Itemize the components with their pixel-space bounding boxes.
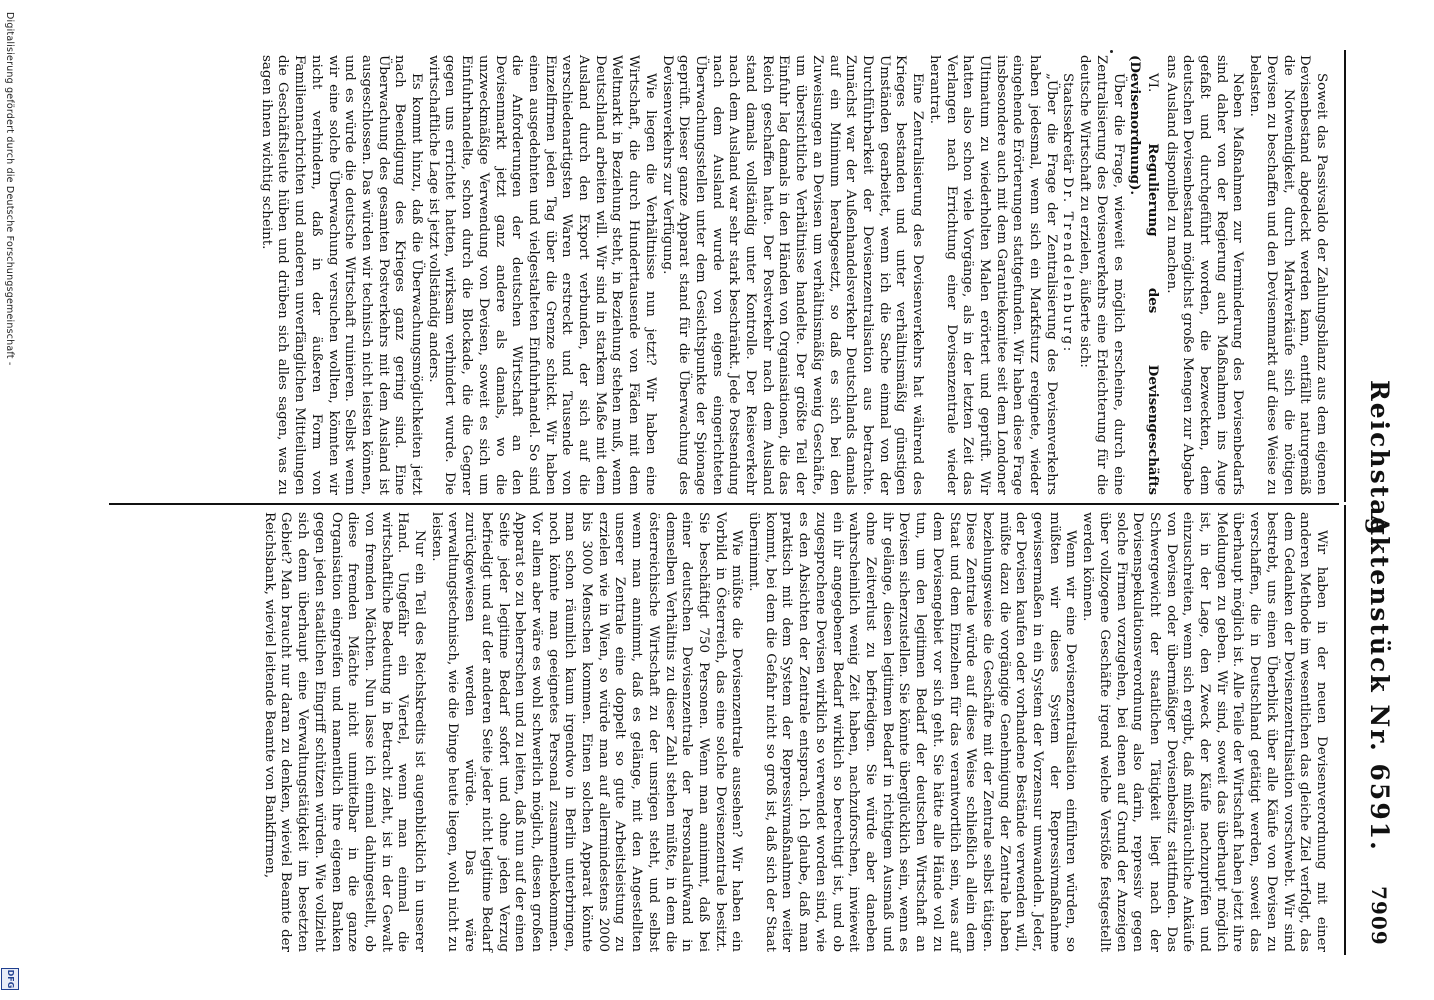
column-divider (109, 503, 1339, 505)
running-title: Reichstag. (1365, 380, 1394, 548)
left-paragraph-2: Neben Maßnahmen zur Verminderung des Devisenbedarfs sind daher von der Regierung auch Maßnahmen ins Auge gefaßt und durchgeführt worden, die bezweckten, dem deutschen Devisenbestand möglichst große Mengen zur Abgabe ans Ausland disponibel zu machen. (1163, 55, 1246, 495)
speaker-name: Dr. Trendelenburg: (1060, 177, 1076, 354)
section-title: Regulierung des Devisengeschäfts (Devisenordnung). (1127, 55, 1161, 495)
right-column (260, 512, 1329, 952)
left-paragraph-6: Eine Zentralisierung des Devisenverkehrs hat während des Krieges bestanden und unter verhältnismäßig günstigen Umständen gearbeitet, wenn ich die Sache einmal von der Durchführbarkeit der Devisenzentralisation aus betrachte. Zunächst war der Außenhandelsverkehr Deutschlands damals auf ein Minimum herabgesetzt, so daß es sich bei den Zuweisungen an Devisen um verhältnismäßig wenig Geschäfte, um übersichtliche Verhältnisse handelte. Der größte Teil der Einfuhr lag damals in den Händen von Organisationen, die das Reich geschaffen hatte. Der Postverkehr nach dem Ausland stand damals vollständig unter Kontrolle. Der Reiseverkehr nach dem Ausland war sehr stark beschränkt. Jede Postsendung nach dem Ausland wurde von eigens eingerichteten Überwachungsstellen unter dem Gesichtspunkte der Spionage geprüft. Dieser ganze Apparat stand für die Überwachung des Devisenverkehrs zur Verfügung. (659, 55, 926, 495)
right-paragraph-4: Nur ein Teil des Reichskredits ist augenblicklich in unserer Hand. Ungefähr ein Viertel, wenn man einmal die wirtschaftliche Bedeutung in Betracht zieht, ist in der Gewalt von fremden Mächten. Nun lasse ich einmal dahingestellt, ob diese fremden Mächte nicht unmittelbar in die ganze Organisation eingreifen und namentlich ihre eigenen Banken gegen jeden staatlichen Eingriff schützen würden. Wie vollzieht sich denn überhaupt eine Verwaltungstätigkeit im besetzten Gebiet? Man braucht nur daran zu denken, wieviel Beamte der Reichsbank, wieviel leitende Beamte von Bankfirmen, (261, 512, 428, 952)
left-paragraph-3: Über die Frage, wieweit es möglich erscheine, durch eine Zentralisierung des Devisenverkehrs eine Erleichterung für die deutsche Wirtschaft zu erzielen, äußerte sich: (1077, 55, 1126, 495)
speaker-role: Staatssekretär (1060, 73, 1076, 173)
header-rule-right (1344, 505, 1346, 955)
section-heading (1126, 55, 1161, 495)
left-paragraph-7: Wie liegen die Verhältnisse nun jetzt? Wir haben eine Wirtschaft, die durch Hunderttausende von Fäden mit dem Weltmarkt in Beziehung steht, in Beziehung stehen muß, wenn Deutschland arbeiten will. Wir sind in starkem Maße mit dem Ausland durch den Export verbunden, der sich auf die verschiedenartigsten Waren erstreckt und Tausende von Einzelfirmen jeden Tag über die Grenze schickt. Wir haben einen ausgedehnten und vielgestalteten Einfuhrhandel. So sind die Anforderungen der deutschen Wirtschaft an den Devisenmarkt jetzt ganz andere als damals, wo die unzweckmäßige Verwendung von Devisen, soweit es sich um Einfuhrhandelte, schon durch die Blockade, die die Gegner gegen uns errichtet hatten, wirksam verhindert wurde. Die wirtschaftliche Lage ist jetzt vollständig anders. (425, 55, 658, 495)
dfg-logo-icon: DFG (1, 968, 19, 990)
speaker-line (1059, 55, 1076, 495)
header-rule-left (1344, 50, 1346, 502)
left-paragraph-8: Es kommt hinzu, daß die Überwachungsmöglichkeiten jetzt nach Beendigung des Krieges ganz gering sind. Eine Überwachung des gesamten Postverkehrs mit dem Ausland ist ausgeschlossen. Das würden wir technisch nicht leisten können, und es würde die deutsche Wirtschaft ruinieren. Selbst wenn wir eine solche Überwachung versuchen wollten, könnten wir nicht verhindern, daß in der äußeren Form von Familiennachrichten und anderen unverfänglichen Mitteilungen die Geschäftsleute hüben und drüben sich alles sagen, was zu sagen ihnen wichtig scheint. (258, 55, 425, 495)
left-paragraph-1: Soweit das Passivsaldo der Zahlungsbilanz aus dem eigenen Devisenbestand abgedeckt werden kann, entfällt naturgemäß die Notwendigkeit, durch Markverkäufe sich die nötigen Devisen zu beschaffen und den Devisenmarkt auf diese Weise zu belasten. (1247, 55, 1329, 495)
right-paragraph-3: Wie müßte die Devisenzentrale aussehen? Wir haben ein Vorbild in Österreich, das eine solche Devisenzentrale besitzt. Sie beschäftigt 750 Personen. Wenn man annimmt, daß bei einer deutschen Devisenzentrale der Personalaufwand in demselben Verhältnis zu dieser Zahl stehen müßte, in dem die österreichische Wirtschaft zu der unsrigen steht, und selbst wenn man annimmt, daß es gelänge, mit den Angestellten unserer Zentrale eine doppelt so gute Arbeitsleistung zu erzielen wie in Wien, so würde man auf allermindestens 2000 bis 3000 Menschen kommen. Einen solchen Apparat könnte man schon räumlich kaum irgendwo in Berlin unterbringen, noch könnte man geeignetes Personal zusammenbekommen. Vor allem aber wäre es wohl schwerlich möglich, diesen großen Apparat so zu beherrschen und zu leiten, daß nun auf der einen Seite jeder legitime Bedarf sofort und ohne jeden Verzug befriedigt und auf der anderen Seite jeder nicht legitime Bedarf zurückgewiesen werden würde. Das wäre verwaltungstechnisch, wie die Dinge heute liegen, wohl nicht zu leisten. (428, 512, 745, 952)
scan-speck (1110, 50, 1113, 53)
page-number: 7909 (1367, 886, 1391, 946)
right-paragraph-2: Wenn wir eine Devisenzentralisation einführen würden, so müßten wir dieses System der Repressivmaßnahme gewissermaßen in ein System der Vorzensur umwandeln. Jeder, der Devisen kaufen oder vorhandene Bestände verwenden will, müßte dazu die vorgängige Genehmigung der Zentrale haben beziehungsweise die Geschäfte mit der Zentrale selbst tätigen. Diese Zentrale würde auf diese Weise schließlich allein dem Staat und dem Einzelnen für das verantwortlich sein, was auf dem Devisengebiet vor sich geht. Sie hätte alle Hände voll zu tun, um den legitimen Bedarf der deutschen Wirtschaft an Devisen sicherzustellen. Sie könnte überglücklich sein, wenn es ihr gelänge, diesen legitimen Bedarf in richtigem Ausmaß und ohne Zeitverlust zu befriedigen. Sie würde aber daneben wahrscheinlich wenig Zeit haben, nachzuforschen, inwieweit ein ihr angegebener Bedarf wirklich so berechtigt ist, und ob zugesprochene Devisen wirklich so verwendet worden sind, wie es den Absichten der Zentrale entsprach. Ich glaube, daß man praktisch mit dem System der Repressivmaßnahmen weiter kommt, bei dem die Gefahr nicht so groß ist, daß sich der Staat übernimmt. (746, 512, 1079, 952)
left-column (257, 55, 1329, 495)
right-paragraph-1: Wir haben in der neuen Devisenverordnung mit einer anderen Methode im wesentlichen das gleiche Ziel verfolgt, das dem Gedanken der Devisenzentralisation vorschwebt. Wir sind bestrebt, uns einen Überblick über alle Käufe von Devisen zu verschaffen, die in Deutschland getätigt werden, soweit das überhaupt möglich ist. Alle Teile der Wirtschaft haben jetzt ihre Meldungen zu geben. Wir sind, soweit das überhaupt möglich ist, in der Lage, den Zweck der Käufe nachzuprüfen und einzuschreiten, wenn sich ergibt, daß mißbräuchliche Ankäufe von Devisen oder übermäßiger Devisenbesitz stattfinden. Das Schwergewicht der staatlichen Tätigkeit liegt nach der Devisenspekulationsverordnung also darin, repressiv gegen solche Firmen vorzugehen, bei denen auf Grund der Anzeigen über vollzogene Geschäfte irgend welche Verstöße festgestellt werden können. (1080, 512, 1329, 952)
running-document-number: Aktenstück Nr. 6591. (1365, 515, 1394, 852)
digitization-credit: Digitalisierung gefördert durch die Deutsche Forschungsgemeinschaft - (4, 12, 15, 366)
left-paragraph-5: „Über die Frage der Zentralisierung des Devisenverkehrs haben jedesmal, wenn sich ein Markfsturz ereignete, wieder eingehende Erörterungen stattgefunden. Wir haben diese Frage insbesondere auch mit dem Garantiekomitee seit dem Londoner Ultimatum zu wiederholten Malen erörtert und geprüft. Wir hatten also schon viele Vorgänge, als in der letzten Zeit das Verlangen nach Errichtung einer Devisenzentrale wieder herantrat. (926, 55, 1059, 495)
section-number: VI. (1144, 73, 1160, 93)
